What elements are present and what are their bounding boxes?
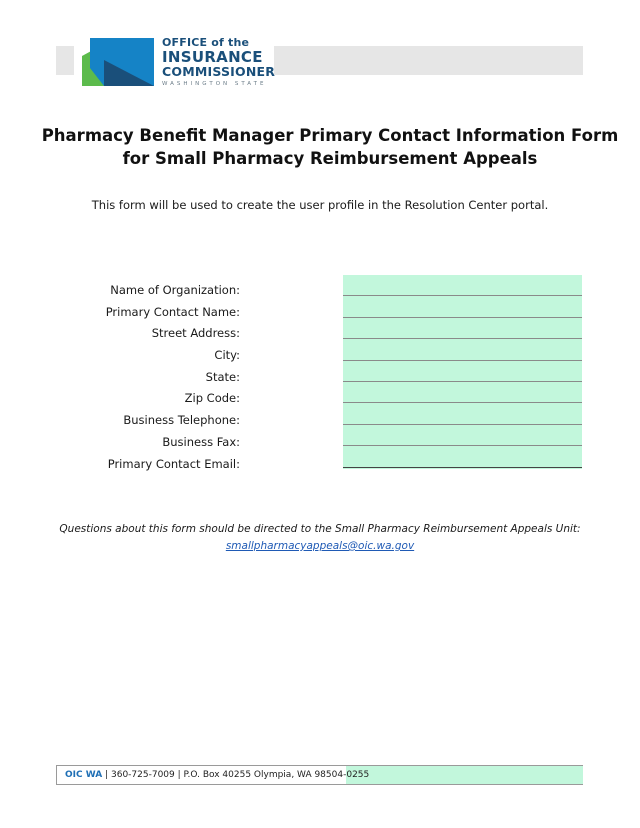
label-business-telephone: Business Telephone: <box>123 413 240 428</box>
zip-code-field[interactable] <box>343 382 582 403</box>
logo-line-insurance: INSURANCE <box>162 48 263 66</box>
street-address-field[interactable] <box>343 318 582 339</box>
logo-line-state: WASHINGTON STATE <box>162 80 267 87</box>
form-title-line-2: for Small Pharmacy Reimbursement Appeals <box>122 149 538 168</box>
logo-line-commissioner: COMMISSIONER <box>162 64 276 79</box>
footer-info: | 360-725-7009 | P.O. Box 40255 Olympia, WA 98504-0255 <box>102 770 370 780</box>
footer-brand: OIC WA <box>65 770 103 780</box>
form-title-line-1: Pharmacy Benefit Manager Primary Contact Information Form <box>41 126 619 145</box>
label-zip-code: Zip Code: <box>184 391 240 406</box>
form-title <box>40 124 620 170</box>
form-fields <box>343 275 582 469</box>
logo-text <box>162 37 275 87</box>
footer-text <box>65 766 369 784</box>
business-telephone-field[interactable] <box>343 403 582 424</box>
contact-note-text: Questions about this form should be directed to the Small Pharmacy Reimbursement Appeals Unit: <box>59 523 581 535</box>
oic-logo-icon <box>82 38 154 86</box>
label-business-fax: Business Fax: <box>162 434 240 449</box>
label-state: State: <box>205 369 240 384</box>
form-intro: This form will be used to create the user profile in the Resolution Center portal. <box>91 198 549 212</box>
label-organization: Name of Organization: <box>110 283 240 297</box>
contact-name-field[interactable] <box>343 296 582 317</box>
field-labels <box>60 280 240 475</box>
footer-fill <box>346 766 583 784</box>
logo-line-office: OFFICE of the <box>162 36 250 49</box>
organization-field[interactable] <box>343 275 582 296</box>
business-fax-field[interactable] <box>343 425 582 446</box>
label-contact-name: Primary Contact Name: <box>105 304 240 319</box>
contact-note <box>40 521 600 555</box>
label-contact-email: Primary Contact Email: <box>107 456 240 471</box>
label-city: City: <box>214 348 240 363</box>
state-field[interactable] <box>343 361 582 382</box>
city-field[interactable] <box>343 339 582 360</box>
appeals-email-link[interactable]: smallpharmacyappeals@oic.wa.gov <box>225 540 415 552</box>
contact-email-field[interactable] <box>343 446 582 467</box>
footer <box>56 765 583 785</box>
label-street-address: Street Address: <box>151 326 240 341</box>
oic-logo <box>74 34 274 90</box>
